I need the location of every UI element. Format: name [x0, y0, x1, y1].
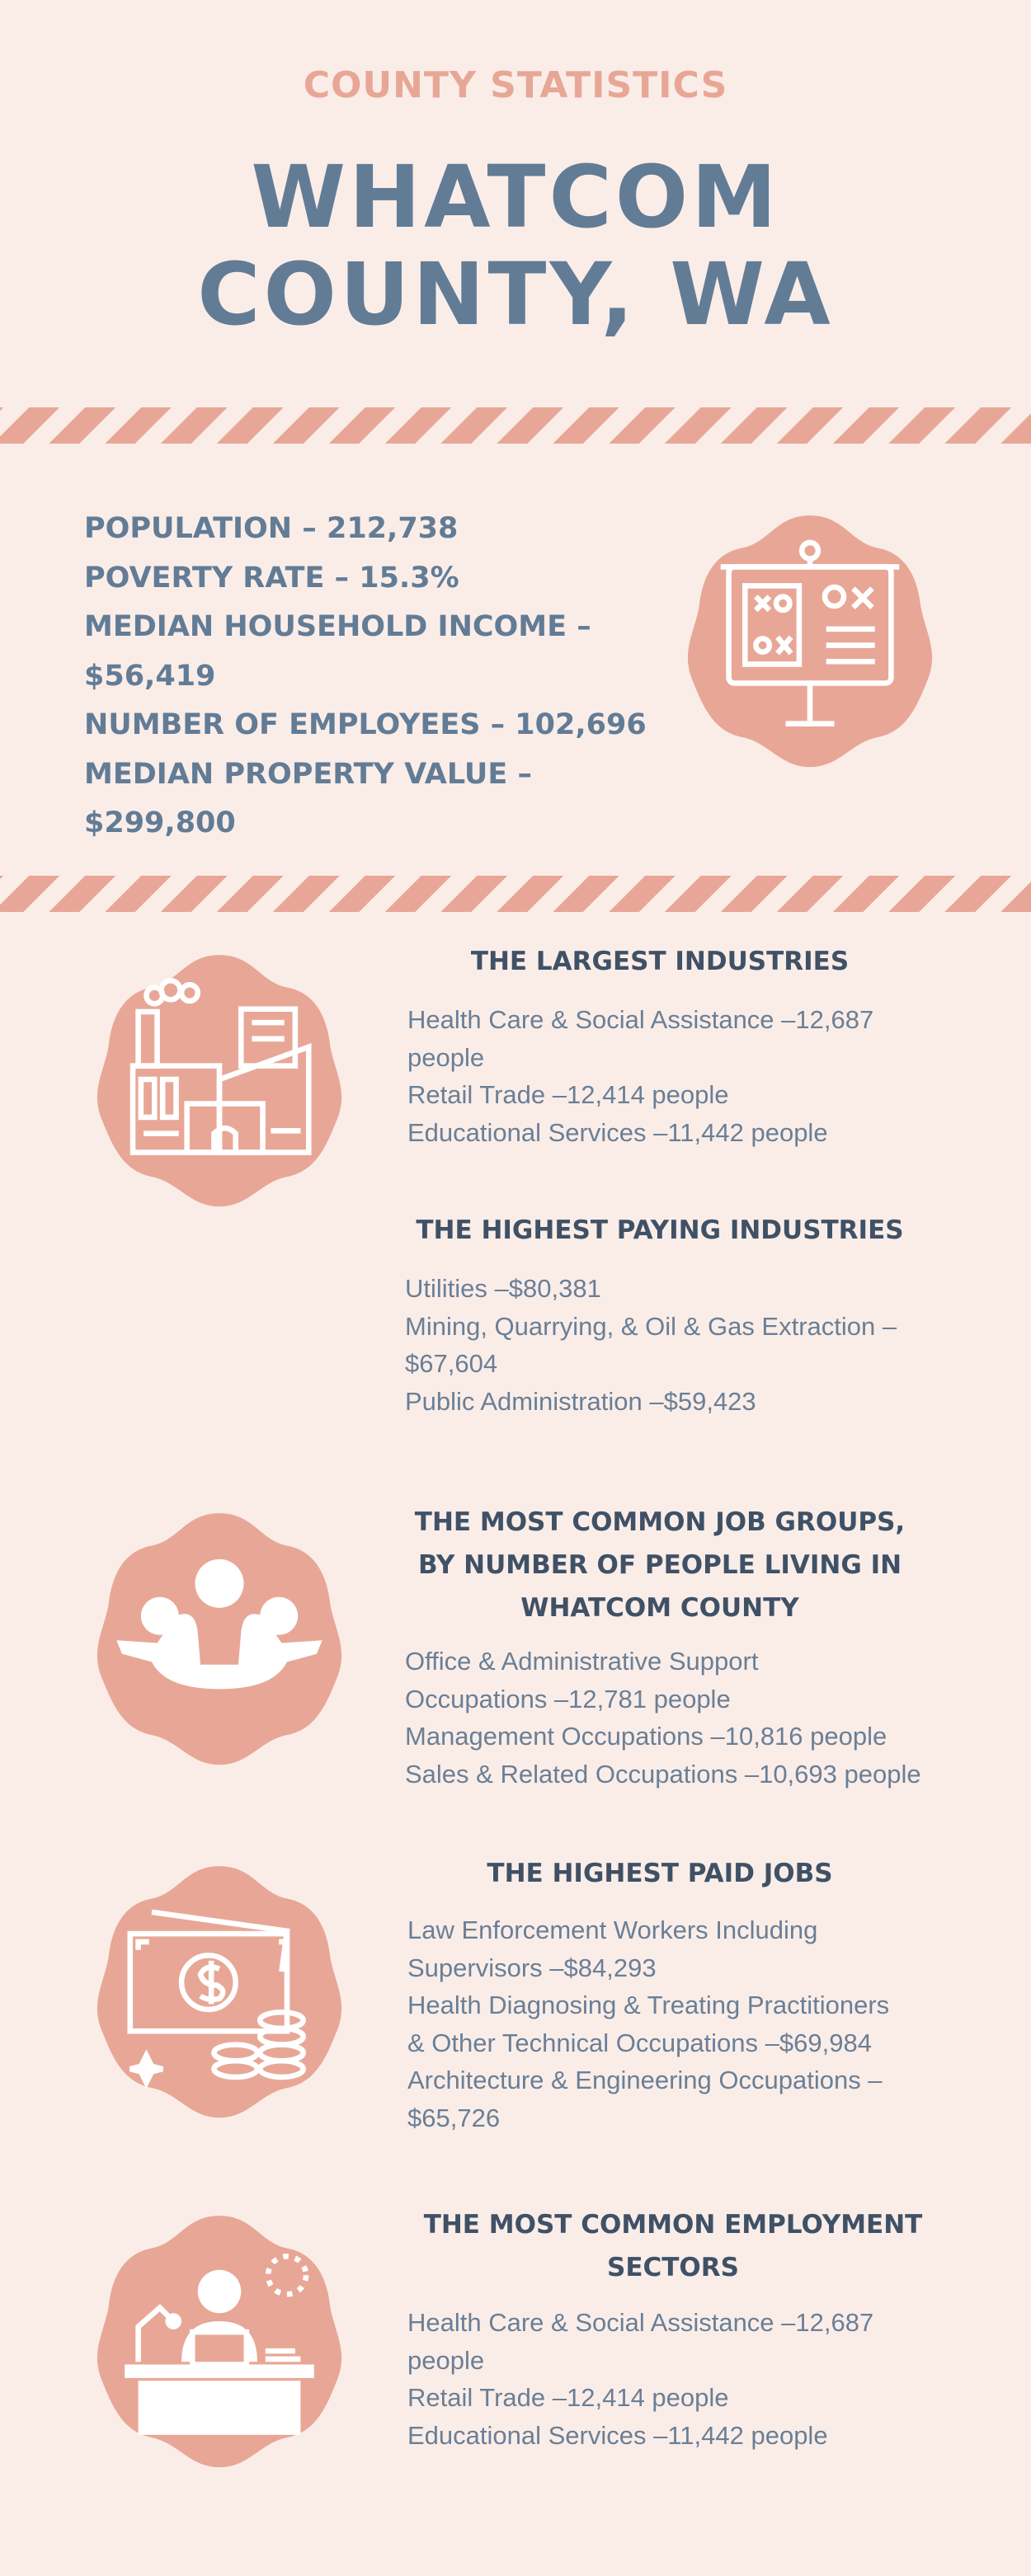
list-item: Sales & Related Occupations –10,693 people — [405, 1759, 921, 1789]
list-item: Health Care & Social Assistance –12,687 — [407, 2308, 874, 2337]
divider-stripe-top — [0, 407, 1031, 444]
heading-line: BY NUMBER OF PEOPLE LIVING IN — [417, 1550, 902, 1580]
common-job-groups-list — [405, 1643, 1015, 1793]
title-line-1: WHATCOM — [251, 147, 780, 247]
heading-line: SECTORS — [607, 2253, 739, 2282]
highest-paid-jobs-heading: THE HIGHEST PAID JOBS — [487, 1859, 833, 1888]
eyebrow-label: COUNTY STATISTICS — [303, 64, 728, 106]
highest-paying-industries-heading: THE HIGHEST PAYING INDUSTRIES — [416, 1215, 904, 1245]
heading-line: WHATCOM COUNTY — [520, 1593, 799, 1623]
list-item: Supervisors –$84,293 — [407, 1953, 657, 1982]
stat-income-label: MEDIAN HOUSEHOLD INCOME – — [84, 610, 591, 643]
list-item: Utilities –$80,381 — [405, 1274, 601, 1303]
largest-industries-list — [407, 1001, 985, 1151]
list-item: Public Administration –$59,423 — [405, 1386, 756, 1416]
presentation-board-icon — [675, 505, 945, 775]
stat-employees: NUMBER OF EMPLOYEES – 102,696 — [84, 708, 647, 741]
people-group-icon — [84, 1502, 355, 1773]
stat-poverty-rate: POVERTY RATE – 15.3% — [84, 561, 459, 595]
stat-property-label: MEDIAN PROPERTY VALUE – — [84, 757, 532, 791]
stats-list — [84, 505, 678, 848]
list-item: $65,726 — [407, 2103, 501, 2132]
money-icon — [84, 1855, 355, 2126]
list-item: Occupations –12,781 people — [405, 1684, 731, 1713]
list-item: Retail Trade –12,414 people — [407, 1080, 729, 1109]
page-title — [0, 148, 1031, 343]
employment-sectors-list — [407, 2304, 985, 2454]
list-item: people — [407, 2345, 485, 2375]
stat-property-value: $299,800 — [84, 806, 236, 839]
list-item: Law Enforcement Workers Including — [407, 1916, 818, 1944]
list-item: Health Care & Social Assistance –12,687 — [407, 1005, 874, 1034]
employment-sectors-heading — [409, 2203, 937, 2289]
list-item: Educational Services –11,442 people — [407, 1117, 828, 1147]
list-item: $67,604 — [405, 1349, 498, 1378]
largest-industries-heading: THE LARGEST INDUSTRIES — [470, 947, 850, 976]
list-item: people — [407, 1042, 485, 1072]
list-item: Educational Services –11,442 people — [407, 2420, 828, 2450]
highest-paid-jobs-list — [407, 1911, 1001, 2136]
list-item: Office & Administrative Support — [405, 1647, 759, 1676]
office-worker-icon — [84, 2205, 355, 2475]
list-item: Health Diagnosing & Treating Practitioners — [407, 1991, 890, 2019]
title-line-2: COUNTY, WA — [197, 244, 834, 345]
stat-population: POPULATION – 212,738 — [84, 512, 459, 545]
list-item: Mining, Quarrying, & Oil & Gas Extraction – — [405, 1311, 897, 1341]
list-item: Retail Trade –12,414 people — [407, 2383, 729, 2412]
highest-paying-industries-list — [405, 1270, 999, 1420]
factory-icon — [84, 944, 355, 1215]
list-item: & Other Technical Occupations –$69,984 — [407, 2028, 872, 2057]
stat-income-value: $56,419 — [84, 659, 216, 693]
heading-line: THE MOST COMMON EMPLOYMENT — [423, 2210, 923, 2240]
list-item: Architecture & Engineering Occupations – — [407, 2066, 883, 2094]
divider-stripe-middle — [0, 876, 1031, 912]
common-job-groups-heading — [396, 1501, 924, 1629]
list-item: Management Occupations –10,816 people — [405, 1722, 887, 1751]
heading-line: THE MOST COMMON JOB GROUPS, — [414, 1507, 906, 1537]
